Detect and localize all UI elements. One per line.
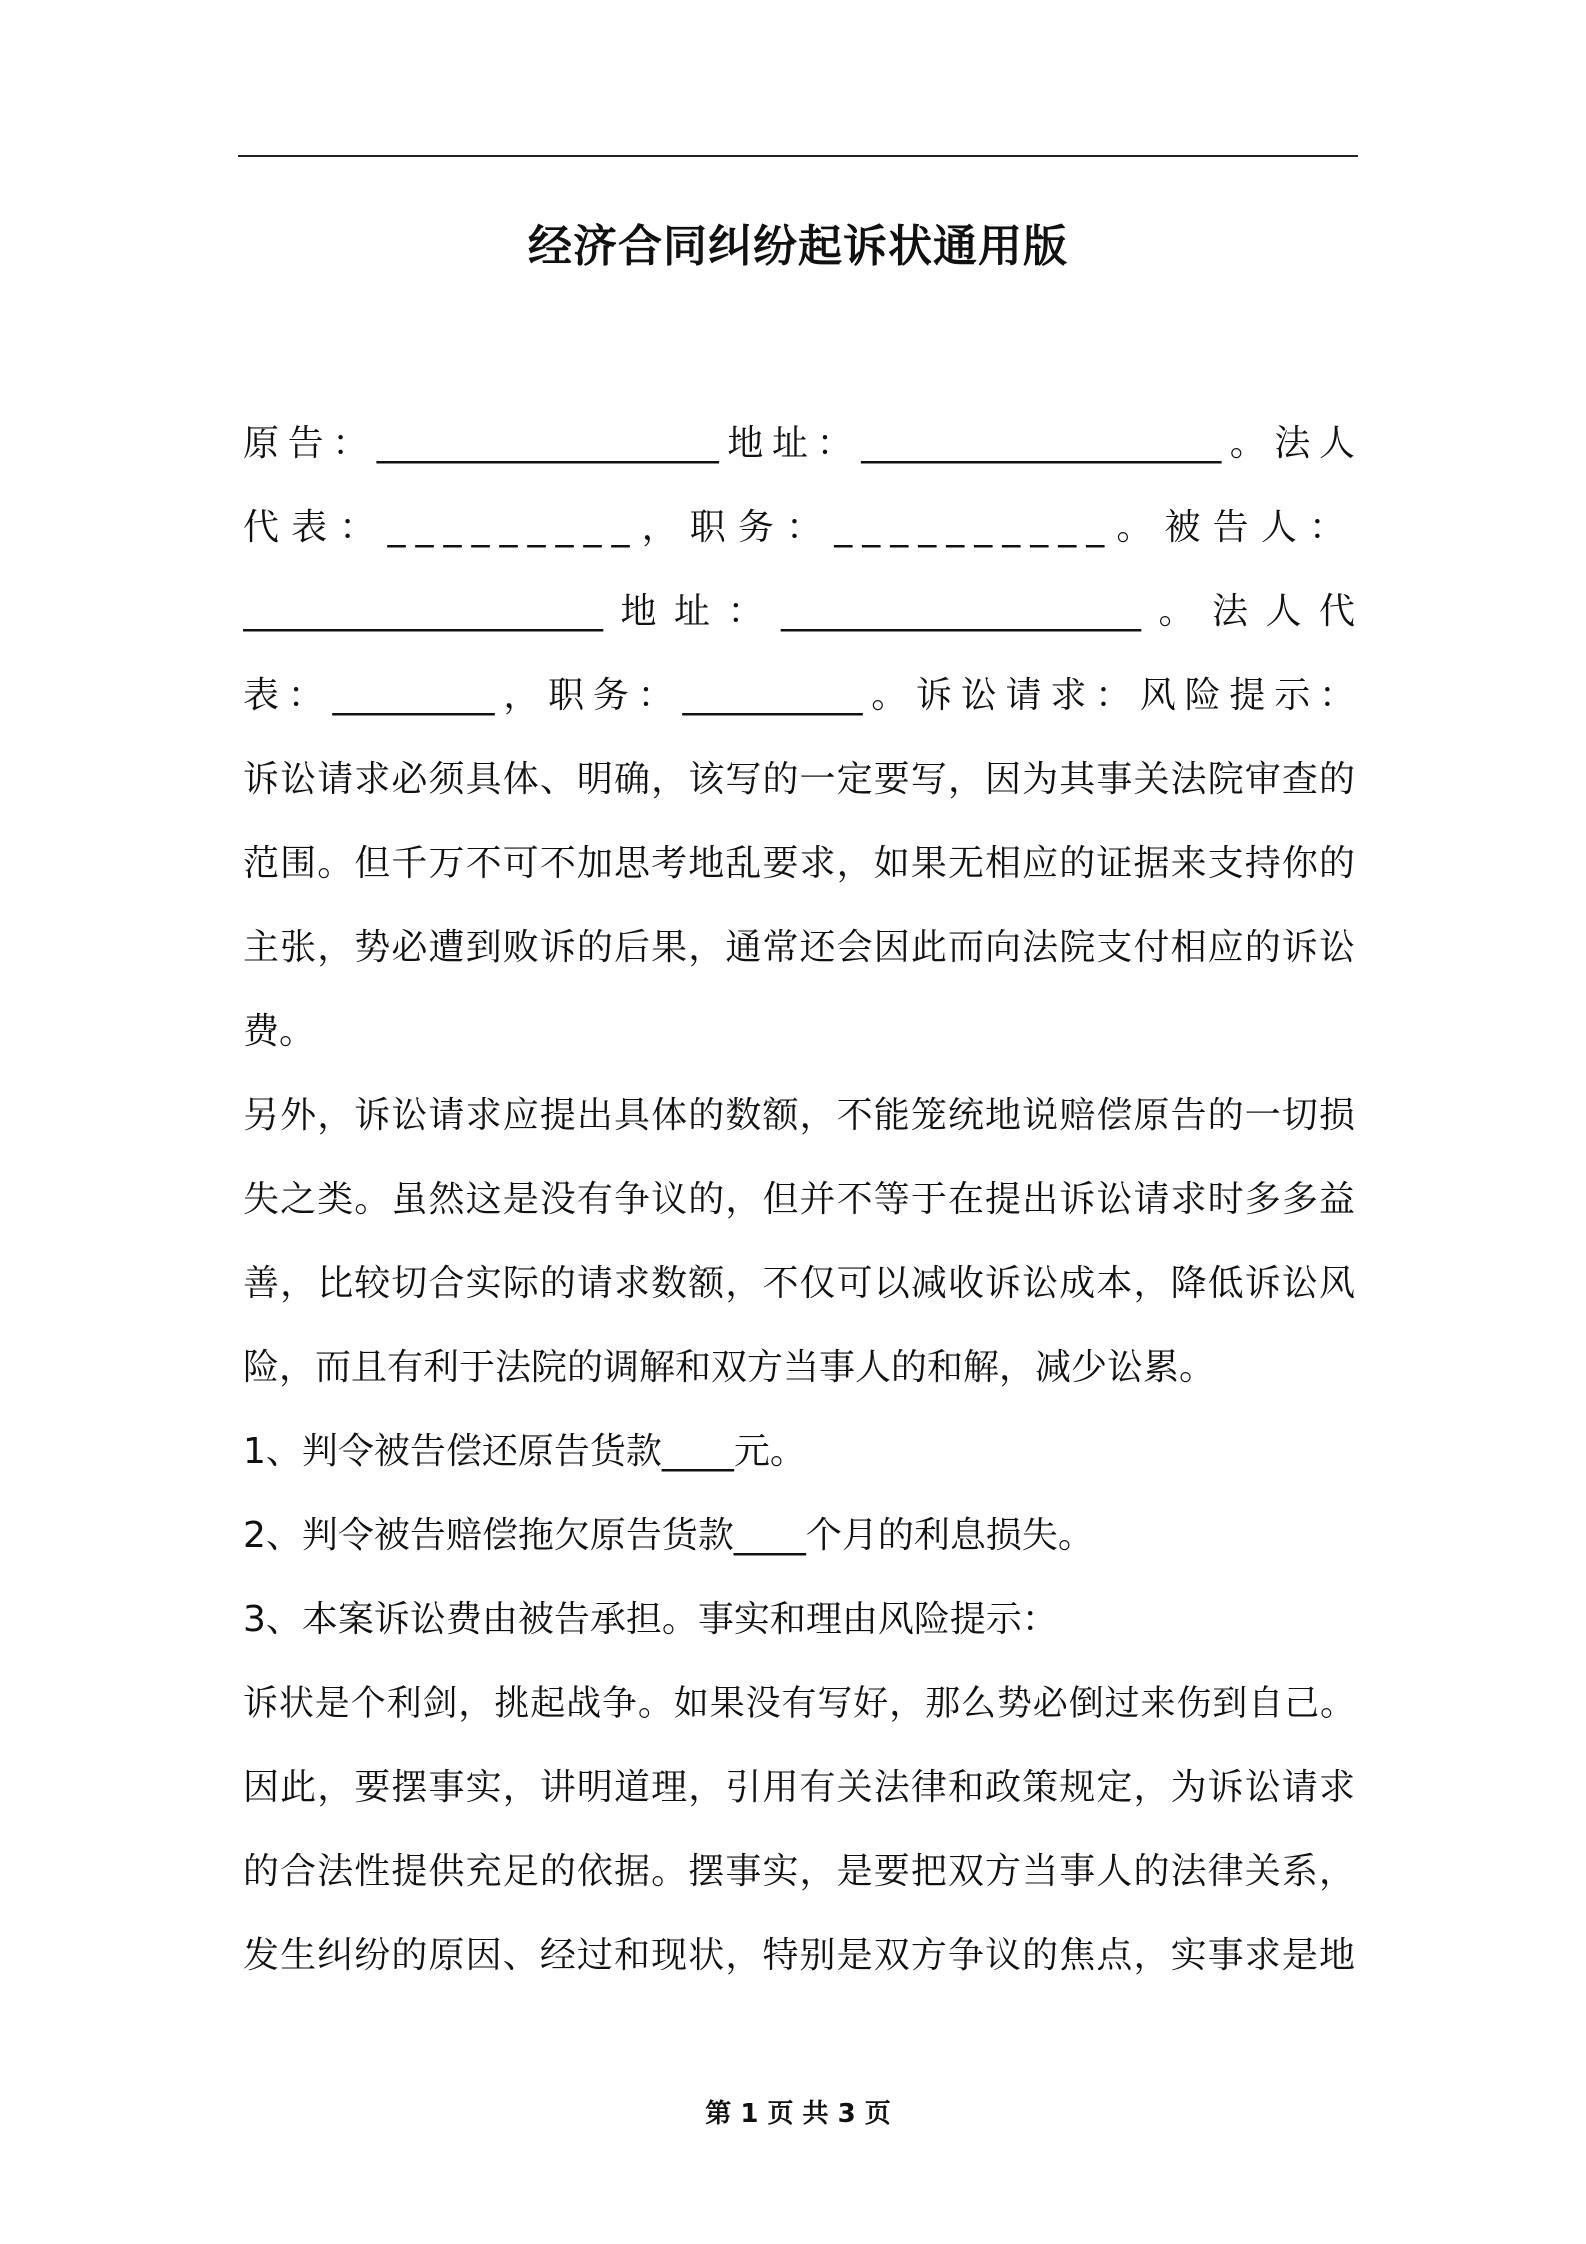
text-line: 失之类。虽然这是没有争议的，但并不等于在提出诉讼请求时多多益 bbox=[243, 1179, 1355, 1220]
text-line: 费。 bbox=[243, 1011, 316, 1052]
text-line: 善，比较切合实际的请求数额，不仅可以减收诉讼成本，降低诉讼风 bbox=[243, 1263, 1355, 1304]
header-rule bbox=[238, 155, 1358, 157]
text-line: 另外，诉讼请求应提出具体的数额，不能笼统地说赔偿原告的一切损 bbox=[243, 1095, 1355, 1136]
document-title: 经济合同纠纷起诉状通用版 bbox=[528, 221, 1068, 272]
document-body bbox=[243, 402, 1355, 1998]
text-line: 原告：___________________地址：____________________。法人 bbox=[243, 423, 1355, 464]
text-line: 表：_________，职务：__________。诉讼请求：风险提示： bbox=[243, 675, 1355, 716]
text-line: 1、判令被告偿还原告货款____元。 bbox=[243, 1431, 806, 1472]
text-line: 发生纠纷的原因、经过和现状，特别是双方争议的焦点，实事求是地 bbox=[243, 1935, 1355, 1976]
text-line: 的合法性提供充足的依据。摆事实，是要把双方当事人的法律关系， bbox=[243, 1851, 1355, 1892]
text-line: 诉讼请求必须具体、明确，该写的一定要写，因为其事关法院审查的 bbox=[243, 759, 1355, 800]
text-line: 诉状是个利剑，挑起战争。如果没有写好，那么势必倒过来伤到自己。 bbox=[243, 1684, 1355, 1724]
text-line: 范围。但千万不可不加思考地乱要求，如果无相应的证据来支持你的 bbox=[243, 843, 1355, 884]
text-line: ____________________地址：____________________。法人代 bbox=[243, 591, 1355, 632]
page-number: 第 1 页 共 3 页 bbox=[705, 2099, 891, 2129]
text-line: 因此，要摆事实，讲明道理，引用有关法律和政策规定，为诉讼请求 bbox=[243, 1767, 1355, 1808]
text-line: 2、判令被告赔偿拖欠原告货款____个月的利息损失。 bbox=[243, 1515, 1094, 1556]
text-line: 3、本案诉讼费由被告承担。事实和理由风险提示： bbox=[243, 1599, 1058, 1640]
text-line: 险，而且有利于法院的调解和双方当事人的和解，减少讼累。 bbox=[243, 1347, 1216, 1388]
text-line: 代表：_________，职务：__________。被告人： bbox=[243, 507, 1355, 548]
text-line: 主张，势必遭到败诉的后果，通常还会因此而向法院支付相应的诉讼 bbox=[243, 927, 1355, 968]
